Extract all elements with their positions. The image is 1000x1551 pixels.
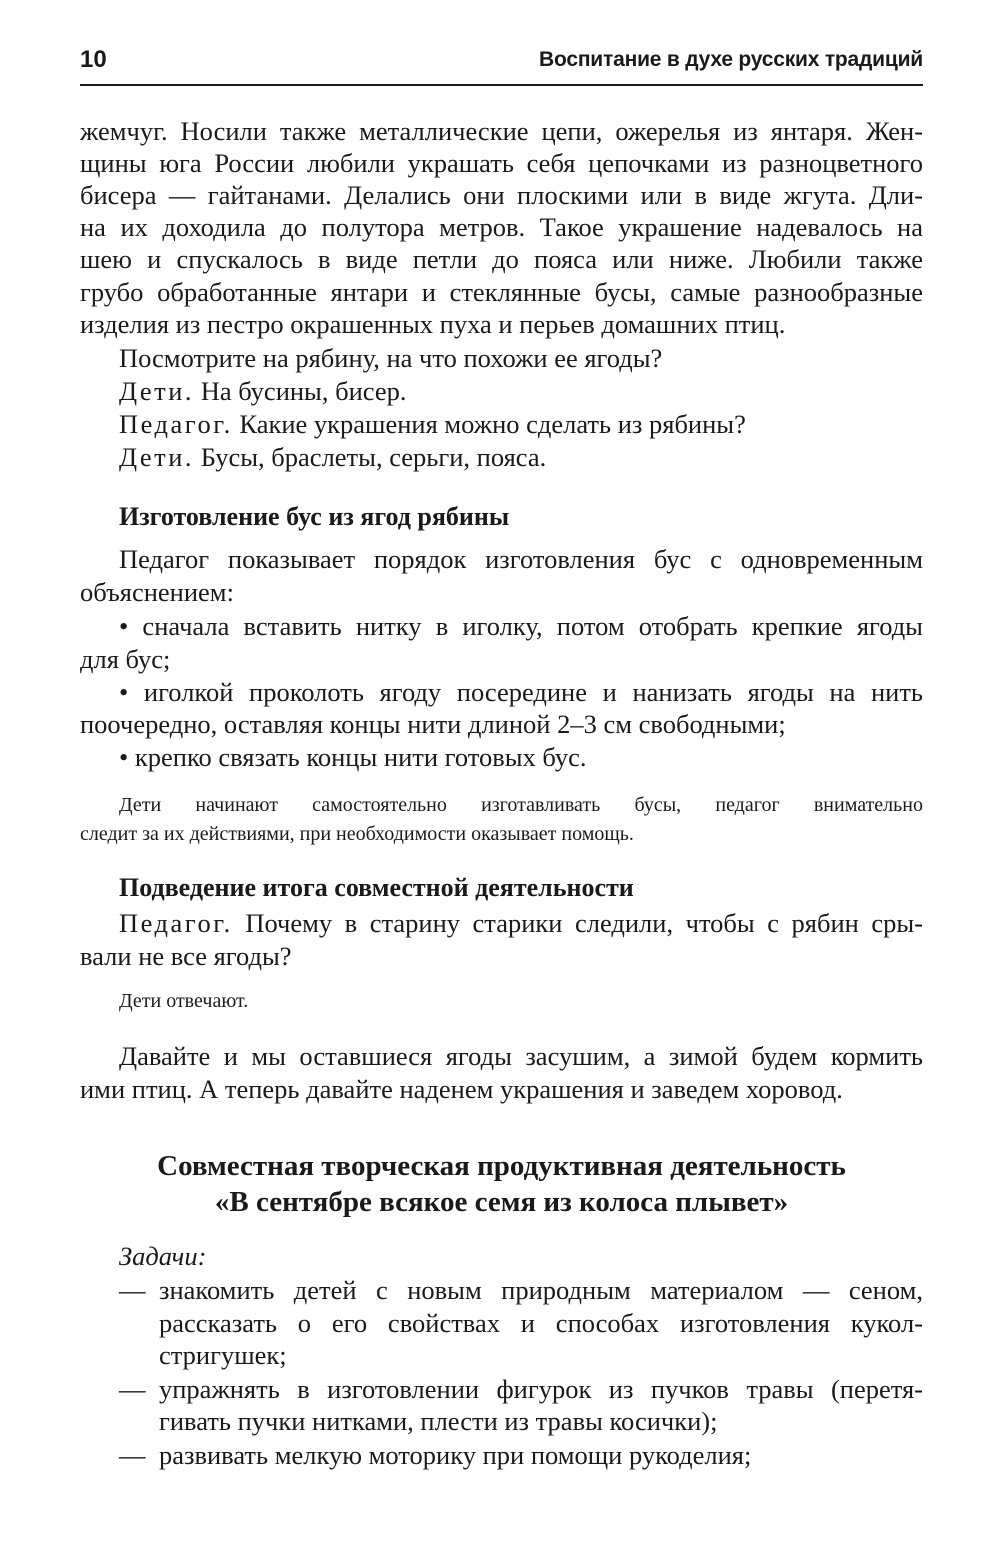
bullet-item: • сначала вставить нитку в иголку, потом отобрать крепкие ягоды xyxy=(119,611,923,641)
paragraph-line: бисера — гайтанами. Делались они плоскими или в виде жгута. Дли- xyxy=(80,180,923,210)
dialogue-line: Посмотрите на рябину, на что похожи ее ягоды? xyxy=(119,343,663,373)
paragraph-line: на их доходила до полутора метров. Такое украшение надевалось на xyxy=(80,212,923,242)
task-dash: — xyxy=(119,1440,146,1470)
paragraph-line: шею и спускалось в виде петли до пояса или ниже. Любили также xyxy=(80,244,923,274)
dialogue-line: вали не все ягоды? xyxy=(80,941,292,971)
dialogue-line xyxy=(119,411,746,438)
task-item: упражнять в изготовлении фигурок из пучков травы (перетя- xyxy=(159,1374,923,1404)
bullet-item: • иголкой проколоть ягоду посередине и нанизать ягоды на нить xyxy=(119,677,923,707)
speaker-teacher: Педагог. xyxy=(119,908,233,938)
dialogue-line xyxy=(119,910,923,937)
bullet-item: • крепко связать концы нити готовых бус. xyxy=(119,742,587,772)
paragraph-line: ими птиц. А теперь давайте наденем украшения и заведем хоровод. xyxy=(80,1074,843,1104)
task-item-continued: гивать пучки нитками, плести из травы косички); xyxy=(159,1406,718,1436)
paragraph-line: грубо обработанные янтари и стеклянные бусы, самые разнообразные xyxy=(80,277,923,307)
paragraph-line: Педагог показывает порядок изготовления бус с одновременным xyxy=(119,544,923,574)
paragraph-line: щины юга России любили украшать себя цепочками из разноцветного xyxy=(80,148,923,178)
paragraph-line: жемчуг. Носили также металлические цепи, ожерелья из янтаря. Жен- xyxy=(80,116,923,146)
dialogue-line xyxy=(119,378,407,405)
task-dash: — xyxy=(119,1275,146,1305)
tasks-label: Задачи: xyxy=(119,1241,207,1271)
paragraph-line: объяснением: xyxy=(80,577,234,607)
bullet-item-continued: поочередно, оставляя концы нити длиной 2–3 см свободными; xyxy=(80,709,786,739)
dialogue-line xyxy=(119,444,546,471)
task-item-continued: рассказать о его свойствах и способах изготовления кукол- xyxy=(159,1308,923,1338)
stage-note: следит за их действиями, при необходимости оказывает помощь. xyxy=(80,823,634,845)
stage-note: Дети начинают самостоятельно изготавливать бусы, педагог внимательно xyxy=(119,794,923,816)
speaker-children: Дети. xyxy=(119,376,195,406)
speaker-children: Дети. xyxy=(119,442,195,472)
stage-note: Дети отвечают. xyxy=(119,990,249,1012)
activity-title: «В сентябре всякое семя из колоса плывет» xyxy=(214,1186,789,1218)
task-item-continued: стригушек; xyxy=(159,1340,287,1370)
task-item: развивать мелкую моторику при помощи рукоделия; xyxy=(159,1440,752,1470)
task-dash: — xyxy=(119,1374,146,1404)
speaker-teacher: Педагог. xyxy=(119,409,233,439)
paragraph-line: Давайте и мы оставшиеся ягоды засушим, а зимой будем кормить xyxy=(119,1041,923,1071)
activity-title: Совместная творческая продуктивная деятельность xyxy=(157,1150,846,1182)
section-heading: Изготовление бус из ягод рябины xyxy=(119,502,510,531)
page-header xyxy=(80,40,923,86)
page-number: 10 xyxy=(80,46,107,73)
task-item: знакомить детей с новым природным материалом — сеном, xyxy=(159,1275,923,1305)
running-title: Воспитание в духе русских традиций xyxy=(539,48,923,71)
paragraph-line: изделия из пестро окрашенных пуха и перьев домашних птиц. xyxy=(80,309,786,339)
section-heading: Подведение итога совместной деятельности xyxy=(119,873,634,902)
bullet-item-continued: для бус; xyxy=(80,644,171,674)
dialogue-text: На бусины, бисер. xyxy=(200,376,407,406)
dialogue-text: Какие украшения можно сделать из рябины? xyxy=(239,409,746,439)
dialogue-text: Бусы, браслеты, серьги, пояса. xyxy=(200,442,547,472)
dialogue-text: Почему в старину старики следили, чтобы с рябин сры- xyxy=(245,908,924,938)
